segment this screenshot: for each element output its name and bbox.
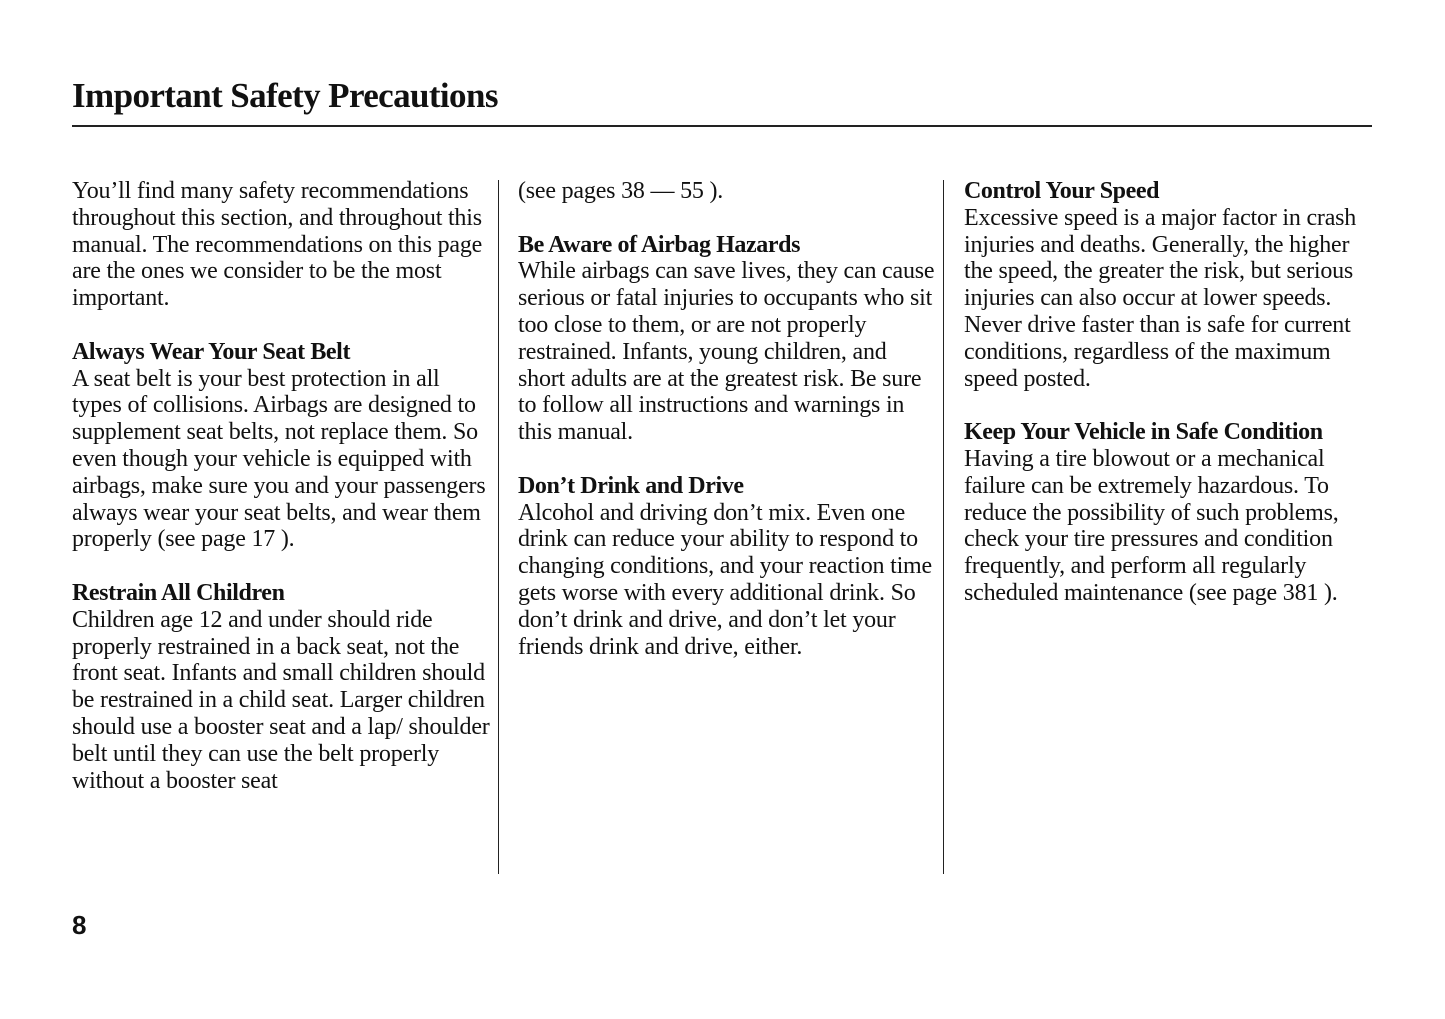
- speed-heading: Control Your Speed: [964, 178, 1160, 204]
- page-number: 8: [72, 910, 87, 940]
- page-title: Important Safety Precautions: [72, 76, 498, 115]
- vehicle-condition-text: Having a tire blowout or a mechanical failure can be extremely hazardous. To reduce the possibility of such problems, check your tire pressures and condition frequently, and perform all regularly scheduled maintenance (see page 381 ).: [964, 445, 1339, 606]
- airbag-heading: Be Aware of Airbag Hazards: [518, 231, 801, 258]
- column-divider: [498, 180, 499, 874]
- children-section: [72, 580, 492, 794]
- drink-drive-section: [518, 473, 938, 661]
- intro-section: [72, 178, 492, 312]
- airbag-section: [518, 232, 938, 446]
- children-text: Children age 12 and under should ride properly restrained in a back seat, not the front seat. Infants and small children should be restrained in a child seat. Larger children should use a booster seat and a lap/ shoulder belt until they can use the belt properly without a booster seat: [72, 606, 490, 794]
- children-heading: Restrain All Children: [72, 579, 285, 606]
- seat-belt-text: A seat belt is your best protection in all types of collisions. Airbags are designed to supplement seat belts, not replace them. So even though your vehicle is equipped with airbags, make sure you and your passengers always wear your seat belts, and wear them properly (see page 17 ).: [72, 365, 486, 553]
- vehicle-condition-heading: Keep Your Vehicle in Safe Condition: [964, 419, 1323, 446]
- continuation-text: (see pages 38 — 55 ).: [518, 178, 724, 204]
- seat-belt-section: [72, 339, 492, 553]
- continuation-section: [518, 178, 938, 205]
- speed-section: [964, 178, 1374, 392]
- column-2: [518, 178, 938, 687]
- drink-drive-text: Alcohol and driving don’t mix. Even one drink can reduce your ability to respond to changing conditions, and your reaction time gets worse with every additional drink. So don’t drink and drive, and don’t let your friends drink and drive, either.: [518, 499, 932, 660]
- column-3: [964, 178, 1374, 634]
- intro-text: You’ll find many safety recommendations throughout this section, and throughout this manual. The recommendations on this page are the ones we consider to be the most important.: [72, 178, 483, 312]
- column-1: [72, 178, 492, 821]
- seat-belt-heading: Always Wear Your Seat Belt: [72, 338, 351, 365]
- column-divider: [943, 180, 944, 874]
- vehicle-condition-section: [964, 419, 1374, 607]
- speed-text: Excessive speed is a major factor in crash injuries and deaths. Generally, the higher the speed, the greater the risk, but serious injuries can also occur at lower speeds. Never drive faster than is safe for current conditions, regardless of the maximum speed posted.: [964, 204, 1357, 392]
- airbag-text: While airbags can save lives, they can cause serious or fatal injuries to occupants who sit too close to them, or are not properly restrained. Infants, young children, and short adults are at the greatest risk. Be sure to follow all instructions and warnings in this manual.: [518, 258, 935, 446]
- drink-drive-heading: Don’t Drink and Drive: [518, 472, 744, 499]
- title-divider: [72, 125, 1372, 127]
